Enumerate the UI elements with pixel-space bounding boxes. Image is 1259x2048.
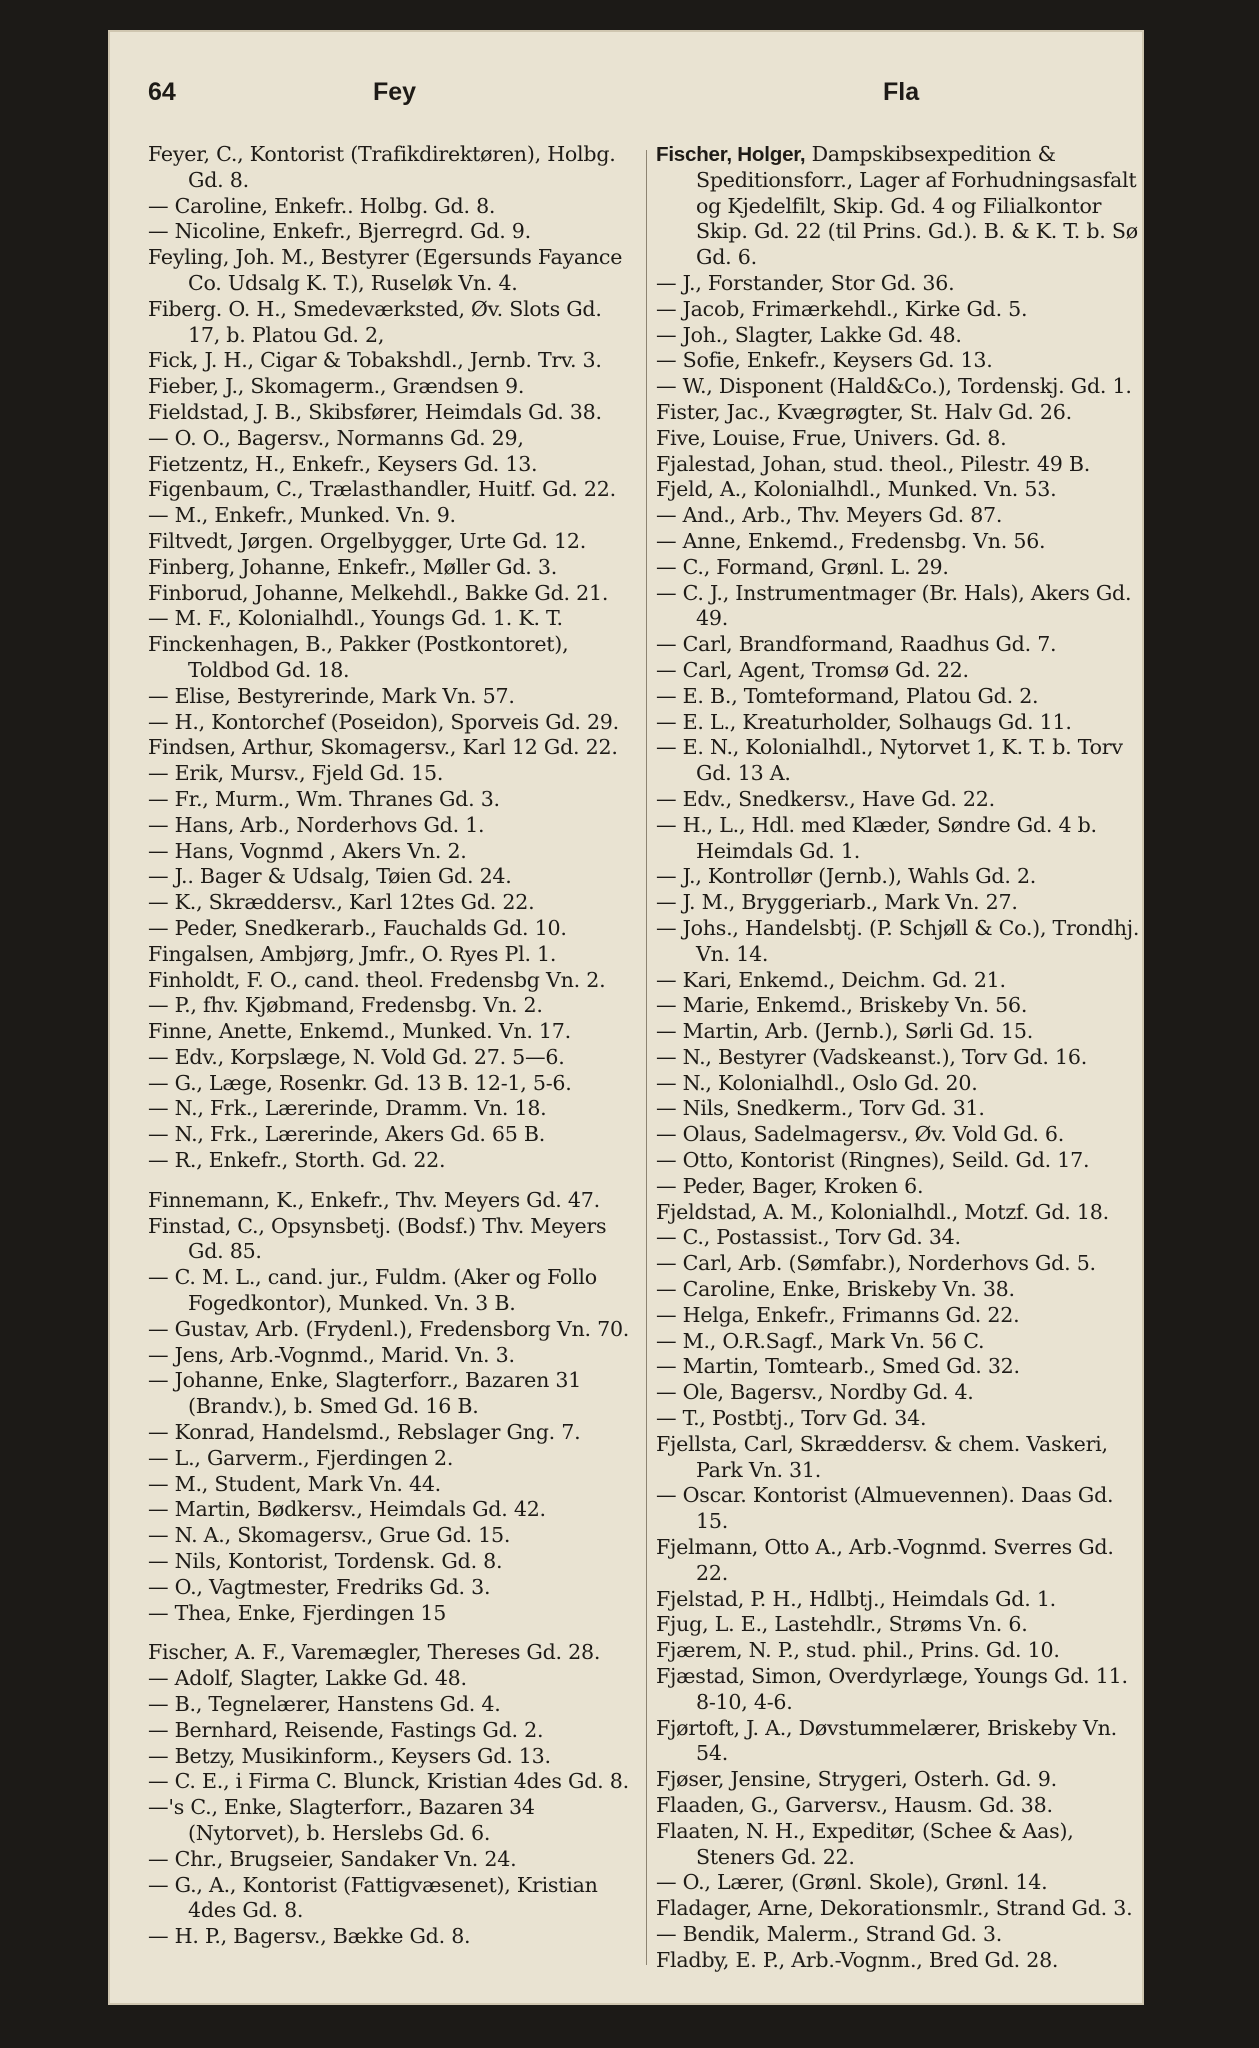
directory-entry: Fieber, J., Skomagerm., Grændsen 9. [148,374,525,399]
directory-entry: — H. P., Bagersv., Bække Gd. 8. [148,1924,471,1949]
directory-entry: — Helga, Enkefr., Frimanns Gd. 22. [656,1302,1020,1327]
directory-entry: —'s C., Enke, Slagterforr., Bazaren 34 (Nytorvet), b. Herslebs Gd. 6. [148,1795,535,1845]
directory-entry: Fjellsta, Carl, Skræddersv. & chem. Vaskeri, Park Vn. 31. [656,1431,1108,1482]
directory-entry: — Caroline, Enkefr.. Holbg. Gd. 8. [148,193,496,218]
directory-entry: Fischer, A. F., Varemægler, Thereses Gd. 28. [148,1640,601,1665]
directory-entry: Fjelstad, P. H., Hdlbtj., Heimdals Gd. 1. [656,1586,1056,1611]
directory-entry: — Betzy, Musikinform., Keysers Gd. 13. [148,1743,551,1768]
directory-entry: — O., Lærer, (Grønl. Skole), Grønl. 14. [656,1870,1048,1895]
directory-entry: Fjalestad, Johan, stud. theol., Pilestr. 49 B. [656,451,1091,476]
directory-entry: — Ole, Bagersv., Nordby Gd. 4. [656,1380,974,1405]
directory-entry: — Nils, Kontorist, Tordensk. Gd. 8. [148,1549,503,1574]
directory-entry: Findsen, Arthur, Skomagersv., Karl 12 Gd. 22. [148,735,618,760]
directory-entry: Fieldstad, J. B., Skibsfører, Heimdals Gd. 38. [148,399,602,424]
directory-entry: Fladby, E. P., Arb.-Vognm., Bred Gd. 28. [656,1947,1059,1972]
running-header [148,78,1104,118]
entry-name: Fischer, Holger, [656,143,806,166]
directory-entry: — W., Disponent (Hald&Co.), Tordenskj. Gd. 1. [656,374,1132,399]
directory-entry: Fjeldstad, A. M., Kolonialhdl., Motzf. Gd. 18. [656,1199,1109,1224]
directory-entry: — Olaus, Sadelmagersv., Øv. Vold Gd. 6. [656,1122,1065,1147]
directory-entry: Fjeld, A., Kolonialhdl., Munked. Vn. 53. [656,477,1057,502]
directory-entry: — Edv., Korpslæge, N. Vold Gd. 27. 5—6. [148,1044,565,1069]
directory-entry: — C. E., i Firma C. Blunck, Kristian 4des Gd. 8. [148,1769,629,1794]
directory-entry: Fick, J. H., Cigar & Tobakshdl., Jernb. Trv. 3. [148,348,602,373]
directory-entry: Figenbaum, C., Trælasthandler, Huitf. Gd. 22. [148,477,616,502]
directory-entry: — E. N., Kolonialhdl., Nytorvet 1, K. T. b. Torv Gd. 13 A. [656,735,1123,786]
directory-entry: — Martin, Arb. (Jernb.), Sørli Gd. 15. [656,1019,1034,1044]
directory-entry: — Martin, Tomtearb., Smed Gd. 32. [656,1354,1020,1379]
directory-entry: — Caroline, Enke, Briskeby Vn. 38. [656,1277,1015,1302]
directory-entry: Finnemann, K., Enkefr., Thv. Meyers Gd. 47. [148,1187,600,1212]
directory-entry: — Jacob, Frimærkehdl., Kirke Gd. 5. [656,296,1028,321]
directory-entry: — Bendik, Malerm., Strand Gd. 3. [656,1921,1003,1946]
column-divider [646,150,647,1965]
directory-entry: — J.. Bager & Udsalg, Tøien Gd. 24. [148,864,512,889]
directory-entry: — Chr., Brugseier, Sandaker Vn. 24. [148,1846,517,1871]
directory-entry: Finckenhagen, B., Pakker (Postkontoret), Toldbod Gd. 18. [148,632,569,682]
directory-entry: — Carl, Brandformand, Raadhus Gd. 7. [656,632,1057,657]
directory-entry: — Edv., Snedkersv., Have Gd. 22. [656,786,995,811]
directory-entry: — Oscar. Kontorist (Almuevennen). Daas Gd. 15. [656,1483,1114,1534]
directory-entry: — C., Formand, Grønl. L. 29. [656,554,949,579]
directory-entry: — Carl, Arb. (Sømfabr.), Norderhovs Gd. 5. [656,1251,1096,1276]
directory-entry: — E. L., Kreaturholder, Solhaugs Gd. 11. [656,709,1072,734]
directory-entry: — L., Garverm., Fjerdingen 2. [148,1445,454,1470]
directory-entry: — Marie, Enkemd., Briskeby Vn. 56. [656,993,1028,1018]
directory-entry: Fjærem, N. P., stud. phil., Prins. Gd. 10. [656,1638,1060,1663]
directory-entry: — Jens, Arb.-Vognmd., Marid. Vn. 3. [148,1342,515,1367]
directory-entry: — H., Kontorchef (Poseidon), Sporveis Gd. 29. [148,709,619,734]
directory-entry: Fiberg. O. H., Smedeværksted, Øv. Slots Gd. 17, b. Platou Gd. 2, [148,296,602,347]
directory-page [108,30,1144,2005]
page-number: 64 [148,78,176,106]
directory-entry: Finborud, Johanne, Melkehdl., Bakke Gd. 21. [148,580,609,605]
directory-entry: Finne, Anette, Enkemd., Munked. Vn. 17. [148,1019,571,1044]
directory-entry: Fjørtoft, J. A., Døvstummelærer, Briskeby Vn. 54. [656,1715,1117,1766]
directory-entry: Finberg, Johanne, Enkefr., Møller Gd. 3. [148,554,558,579]
directory-entry: — Nicoline, Enkefr., Bjerregrd. Gd. 9. [148,219,531,244]
directory-entry: — And., Arb., Thv. Meyers Gd. 87. [656,503,1003,528]
right-column [656,142,1146,1974]
directory-entry: — M., Enkefr., Munked. Vn. 9. [148,503,456,528]
directory-entry: Feyer, C., Kontorist (Trafikdirektøren), Holbg. Gd. 8. [148,142,616,192]
directory-entry: — Thea, Enke, Fjerdingen 15 [148,1600,447,1625]
directory-entry: — Peder, Bager, Kroken 6. [656,1173,924,1198]
directory-entry: — N., Kolonialhdl., Oslo Gd. 20. [656,1070,978,1095]
directory-entry: Fjelmann, Otto A., Arb.-Vognmd. Sverres Gd. 22. [656,1535,1114,1585]
directory-entry: Finholdt, F. O., cand. theol. Fredensbg Vn. 2. [148,967,606,992]
directory-entry: — N. A., Skomagersv., Grue Gd. 15. [148,1523,511,1548]
directory-entry: — Peder, Snedkerarb., Fauchalds Gd. 10. [148,915,567,940]
directory-entry: — Adolf, Slagter, Lakke Gd. 48. [148,1666,467,1691]
directory-entry: Five, Louise, Frue, Univers. Gd. 8. [656,425,1007,450]
directory-entry: — O. O., Bagersv., Normanns Gd. 29, [148,425,524,450]
directory-entry: — Johs., Handelsbtj. (P. Schjøll & Co.), Trondhj. Vn. 14. [656,915,1140,966]
directory-entry: — Kari, Enkemd., Deichm. Gd. 21. [656,967,1006,992]
directory-entry: — M. F., Kolonialhdl., Youngs Gd. 1. K. T. [148,606,563,631]
directory-entry: — B., Tegnelærer, Hanstens Gd. 4. [148,1692,501,1717]
directory-entry: — M., Student, Mark Vn. 44. [148,1471,441,1496]
right-guide-word: Fla [883,78,920,106]
directory-entry: — Nils, Snedkerm., Torv Gd. 31. [656,1096,985,1121]
directory-entry: — J. M., Bryggeriarb., Mark Vn. 27. [656,890,1018,915]
directory-entry: — Fr., Murm., Wm. Thranes Gd. 3. [148,786,500,811]
entry-details: Dampskibsexpedition & Speditionsforr., Lager af Forhudningsasfalt og Kjedelfilt, Skip. Gd. 4 og Filialkontor Skip. Gd. 22 (til Prins. Gd.). B. & K. T. b. Sø Gd. 6. [696,142,1138,270]
directory-entry: — Hans, Vognmd , Akers Vn. 2. [148,838,467,863]
directory-entry: Fjæstad, Simon, Overdyrlæge, Youngs Gd. 11. 8-10, 4-6. [656,1664,1128,1714]
directory-entry: Fietzentz, H., Enkefr., Keysers Gd. 13. [148,451,538,476]
directory-entry: — Otto, Kontorist (Ringnes), Seild. Gd. 17. [656,1148,1090,1173]
directory-entry: — Hans, Arb., Norderhovs Gd. 1. [148,812,485,837]
directory-entry: — C., Postassist., Torv Gd. 34. [656,1225,961,1250]
directory-entry: — J., Forstander, Stor Gd. 36. [656,270,955,295]
directory-entry: Filtvedt, Jørgen. Orgelbygger, Urte Gd. 12. [148,528,586,553]
directory-entry: — J., Kontrollør (Jernb.), Wahls Gd. 2. [656,864,1037,889]
directory-entry: — K., Skræddersv., Karl 12tes Gd. 22. [148,890,535,915]
directory-entry: — Joh., Slagter, Lakke Gd. 48. [656,322,962,347]
directory-entry: — H., L., Hdl. med Klæder, Søndre Gd. 4 b. Heimdals Gd. 1. [656,812,1097,863]
left-guide-word: Fey [373,78,417,106]
directory-entry: Fjøser, Jensine, Strygeri, Osterh. Gd. 9. [656,1767,1057,1792]
directory-entry: Flaaten, N. H., Expeditør, (Schee & Aas), Steners Gd. 22. [656,1818,1074,1869]
directory-entry: — Anne, Enkemd., Fredensbg. Vn. 56. [656,528,1046,553]
directory-entry: Fingalsen, Ambjørg, Jmfr., O. Ryes Pl. 1. [148,941,557,966]
directory-entry: — Konrad, Handelsmd., Rebslager Gng. 7. [148,1420,581,1445]
directory-entry: — N., Bestyrer (Vadskeanst.), Torv Gd. 16. [656,1044,1088,1069]
directory-entry [656,142,1146,271]
directory-entry: Fjug, L. E., Lastehdlr., Strøms Vn. 6. [656,1612,1028,1637]
directory-entry: — Johanne, Enke, Slagterforr., Bazaren 31 (Brandv.), b. Smed Gd. 16 B. [148,1368,582,1419]
directory-entry: Feyling, Joh. M., Bestyrer (Egersunds Fayance Co. Udsalg K. T.), Ruseløk Vn. 4. [148,245,623,295]
directory-entry: — T., Postbtj., Torv Gd. 34. [656,1406,927,1431]
directory-entry: — Elise, Bestyrerinde, Mark Vn. 57. [148,683,515,708]
directory-entry: — N., Frk., Lærerinde, Dramm. Vn. 18. [148,1096,547,1121]
directory-entry: — P., fhv. Kjøbmand, Fredensbg. Vn. 2. [148,993,543,1018]
directory-entry: Flaaden, G., Garversv., Hausm. Gd. 38. [656,1793,1053,1817]
directory-entry: — C. M. L., cand. jur., Fuldm. (Aker og Follo Fogedkontor), Munked. Vn. 3 B. [148,1265,597,1316]
directory-entry: — G., A., Kontorist (Fattigvæsenet), Kristian 4des Gd. 8. [148,1872,598,1923]
directory-entry: — Martin, Bødkersv., Heimdals Gd. 42. [148,1497,546,1522]
directory-entry: — Carl, Agent, Tromsø Gd. 22. [656,657,969,682]
directory-entry: — O., Vagtmester, Fredriks Gd. 3. [148,1574,491,1599]
left-column [148,142,638,1950]
directory-entry: — E. B., Tomteformand, Platou Gd. 2. [656,683,1039,708]
directory-entry: — Sofie, Enkefr., Keysers Gd. 13. [656,348,993,373]
directory-entry: Fladager, Arne, Dekorationsmlr., Strand Gd. 3. [656,1896,1133,1921]
directory-entry: — Erik, Mursv., Fjeld Gd. 15. [148,761,444,786]
directory-entry: — Bernhard, Reisende, Fastings Gd. 2. [148,1717,544,1742]
directory-entry: — N., Frk., Lærerinde, Akers Gd. 65 B. [148,1122,546,1147]
directory-entry: Fister, Jac., Kvægrøgter, St. Halv Gd. 26. [656,399,1072,424]
directory-entry: — C. J., Instrumentmager (Br. Hals), Akers Gd. 49. [656,580,1132,631]
directory-entry: — G., Læge, Rosenkr. Gd. 13 B. 12-1, 5-6. [148,1070,572,1095]
directory-entry: — Gustav, Arb. (Frydenl.), Fredensborg Vn. 70. [148,1316,630,1341]
directory-entry: Finstad, C., Opsynsbetj. (Bodsf.) Thv. Meyers Gd. 85. [148,1213,607,1264]
directory-entry: — M., O.R.Sagf., Mark Vn. 56 C. [656,1328,985,1353]
directory-entry: — R., Enkefr., Storth. Gd. 22. [148,1148,446,1173]
